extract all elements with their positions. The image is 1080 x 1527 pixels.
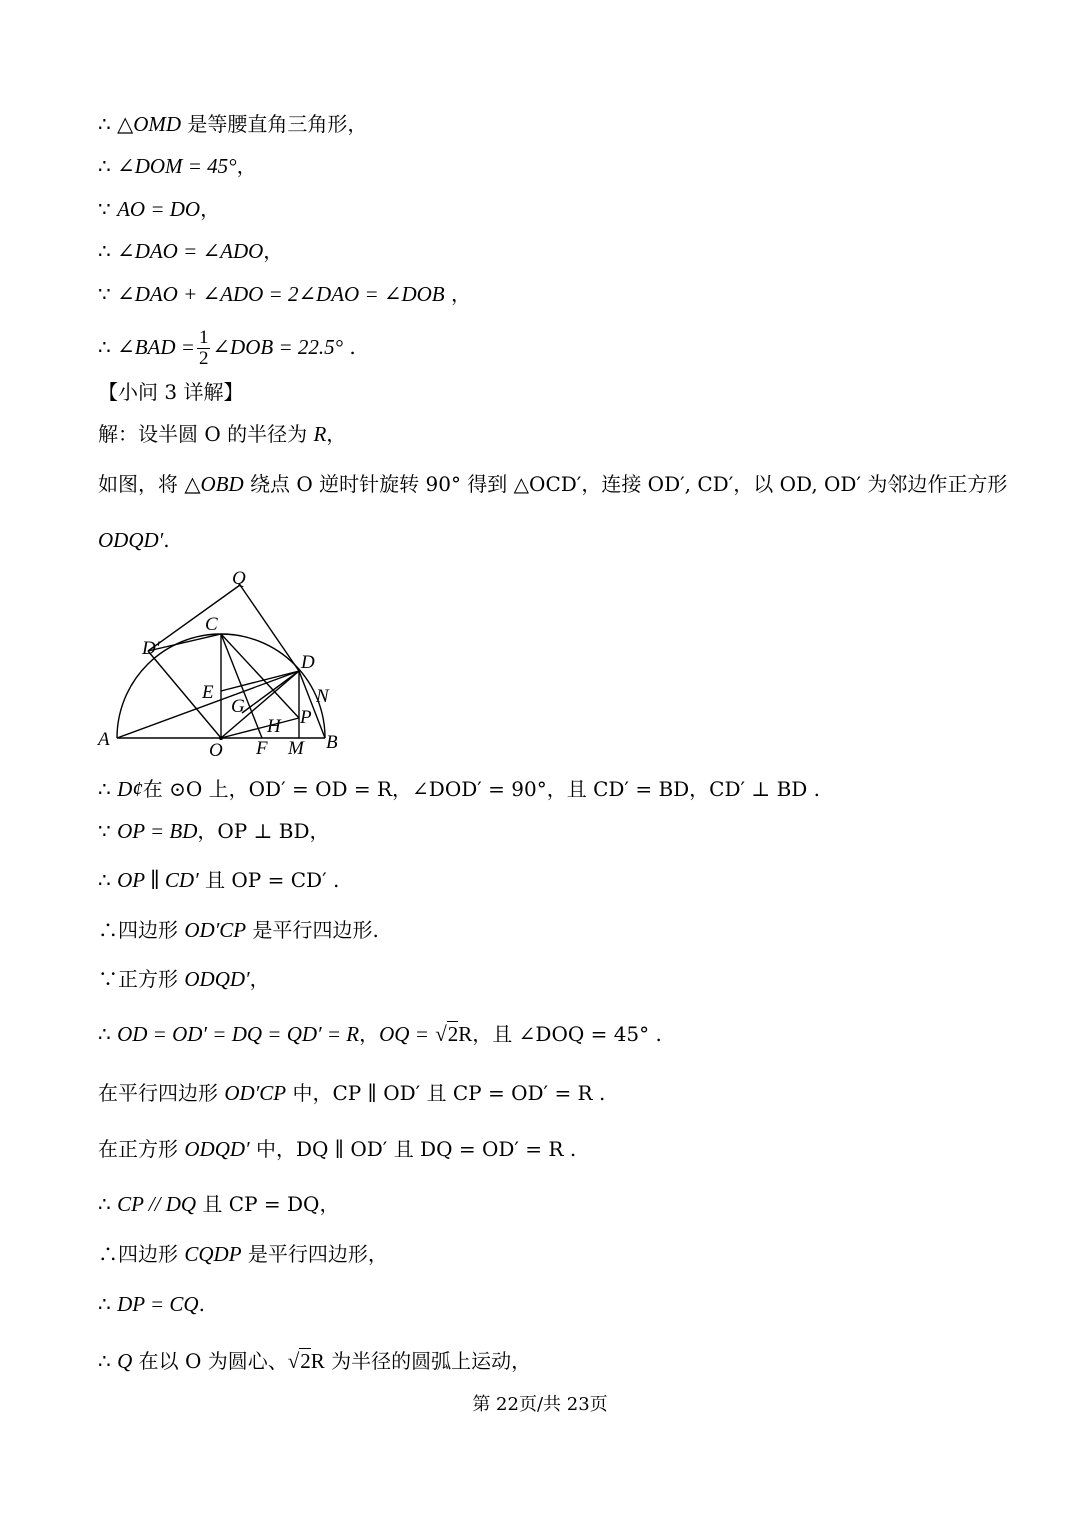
line-suffix: ，	[444, 282, 471, 306]
line-math: D¢	[117, 777, 143, 801]
label-N: N	[316, 686, 329, 707]
solution-line	[98, 152, 257, 180]
line-suffix: 为半径的圆弧上运动，	[324, 1349, 532, 1373]
line-suffix: 且 OP = CD′ .	[198, 868, 340, 892]
solution-line-bad	[98, 328, 356, 369]
line-text: 在以 O 为圆心、	[132, 1349, 288, 1373]
sqrt-radicand: 2	[447, 1022, 459, 1046]
label-M: M	[288, 738, 304, 759]
page-footer: 第 22页/共 23页	[472, 1394, 608, 1415]
line-suffix: .	[198, 1292, 205, 1316]
line-math: CQDP	[184, 1242, 242, 1266]
sqrt-variable: R	[458, 1022, 473, 1046]
line-suffix: 绕点 O 逆时针旋转 90° 得到 △OCD′，连接 OD′, CD′，以 OD, OD′ 为邻边作正方形	[243, 472, 1008, 496]
sqrt-expression: √2R	[287, 1349, 325, 1373]
geometry-diagram	[90, 565, 350, 765]
solution-line	[98, 526, 170, 554]
solution-line-q	[98, 1347, 531, 1375]
line-math: AO = DO	[117, 197, 201, 221]
line-prefix: 在平行四边形	[98, 1081, 225, 1105]
line-math: OP ∥ CD′	[117, 868, 199, 892]
line-prefix: 解：设半圆 O 的半径为	[98, 422, 314, 446]
sqrt-expression: √2R	[435, 1022, 473, 1046]
label-G: G	[231, 696, 245, 717]
label-D-prime: D′	[142, 638, 160, 659]
line-prefix: ∴四边形	[98, 1242, 185, 1266]
line-suffix: ，	[200, 197, 221, 221]
fraction-numerator: 1	[198, 327, 209, 348]
solution-line	[98, 237, 283, 265]
line-suffix: ，	[263, 239, 284, 263]
line-suffix: .	[163, 528, 170, 552]
solution-line	[98, 110, 367, 138]
solution-line	[98, 1079, 605, 1107]
solution-line	[98, 1240, 388, 1268]
solution-line	[98, 866, 339, 894]
line-prefix: ∴	[98, 868, 118, 892]
line-suffix: ，	[326, 422, 347, 446]
solution-line	[98, 1190, 339, 1218]
line-suffix: ，	[249, 967, 270, 991]
line-math: Q	[117, 1349, 133, 1373]
line-suffix: ，且 ∠DOQ = 45° .	[472, 1022, 662, 1046]
line-prefix: ∴	[98, 154, 118, 178]
line-prefix: ∵	[98, 282, 118, 306]
line-math: ∠DOM = 45°	[117, 154, 237, 178]
line-prefix: ∴	[98, 1022, 118, 1046]
line-prefix: ∵正方形	[98, 967, 185, 991]
segment-DH	[242, 671, 299, 713]
line-math: OD′CP	[184, 918, 247, 942]
solution-line	[98, 965, 270, 993]
line-prefix: ∴	[98, 1192, 118, 1216]
line-prefix: ∵	[98, 819, 118, 843]
line-math: OP = BD	[117, 819, 198, 843]
line-prefix: ∴	[98, 1292, 118, 1316]
line-prefix: ∴	[98, 777, 118, 801]
solution-line	[98, 817, 329, 845]
line-math: △OBD	[184, 472, 244, 496]
segment-QD	[240, 585, 299, 671]
fraction	[197, 328, 211, 369]
line-math: OD = OD′ = DQ = QD′ = R	[117, 1022, 360, 1046]
solution-line-od	[98, 1020, 662, 1048]
line-prefix: ∴四边形	[98, 918, 185, 942]
line-math: △OMD	[117, 112, 182, 136]
solution-line	[98, 775, 820, 803]
label-A: A	[98, 729, 110, 750]
line-math: OQ =	[379, 1022, 429, 1046]
label-D: D	[301, 652, 315, 673]
sqrt-variable: R	[310, 1349, 325, 1373]
line-math: ODQD′	[98, 528, 164, 552]
line-suffix: 是平行四边形，	[241, 1242, 388, 1266]
line-suffix: 【小问 3 详解】	[98, 380, 244, 404]
label-B: B	[326, 732, 338, 753]
solution-line	[98, 378, 243, 406]
label-F: F	[256, 738, 268, 759]
solution-line	[98, 280, 471, 308]
geometry-figure	[90, 565, 350, 765]
label-H: H	[267, 716, 281, 737]
line-suffix: 且 CP = DQ，	[196, 1192, 340, 1216]
line-prefix: 如图，将	[98, 472, 185, 496]
line-math: CP // DQ	[117, 1192, 197, 1216]
line-prefix: ∴	[98, 335, 118, 359]
line-math: DP = CQ	[117, 1292, 199, 1316]
label-P: P	[300, 707, 312, 728]
line-suffix: ，	[236, 154, 257, 178]
line-text: ，	[359, 1022, 380, 1046]
fraction-denominator: 2	[198, 348, 209, 369]
line-math: ODQD′	[184, 967, 250, 991]
line-math: ∠DAO + ∠ADO = 2∠DAO = ∠DOB	[117, 282, 445, 306]
line-math: OD′CP	[224, 1081, 287, 1105]
line-math: ODQD′	[184, 1137, 250, 1161]
label-Q: Q	[232, 568, 246, 589]
solution-line	[98, 916, 379, 944]
line-math: ∠DAO = ∠ADO	[117, 239, 264, 263]
line-suffix: 中，CP ∥ OD′ 且 CP = OD′ = R .	[286, 1081, 606, 1105]
line-prefix: ∴	[98, 112, 118, 136]
solution-line	[98, 420, 346, 448]
line-suffix: 是等腰直角三角形，	[181, 112, 368, 136]
line-math: R	[313, 422, 327, 446]
line-math: ∠DOB = 22.5°	[212, 335, 344, 359]
label-E: E	[202, 682, 214, 703]
line-prefix: 在正方形	[98, 1137, 185, 1161]
line-suffix: 是平行四边形.	[246, 918, 379, 942]
solution-line	[98, 1135, 576, 1163]
segment-QD-prime	[148, 585, 240, 651]
line-suffix: 在 ⊙O 上，OD′ = OD = R，∠DOD′ = 90°，且 CD′ = BD，CD′ ⊥ BD .	[142, 777, 821, 801]
line-suffix: .	[343, 335, 356, 359]
line-prefix: ∵	[98, 197, 118, 221]
line-suffix: ，OP ⊥ BD，	[197, 819, 330, 843]
label-C: C	[205, 614, 218, 635]
line-prefix: ∴	[98, 239, 118, 263]
line-math: ∠BAD =	[117, 335, 195, 359]
solution-line	[98, 470, 1007, 498]
line-suffix: 中，DQ ∥ OD′ 且 DQ = OD′ = R .	[249, 1137, 577, 1161]
solution-line	[98, 1290, 205, 1318]
line-prefix: ∴	[98, 1349, 118, 1373]
sqrt-radicand: 2	[300, 1349, 311, 1373]
solution-line	[98, 195, 220, 223]
label-O: O	[209, 740, 223, 761]
